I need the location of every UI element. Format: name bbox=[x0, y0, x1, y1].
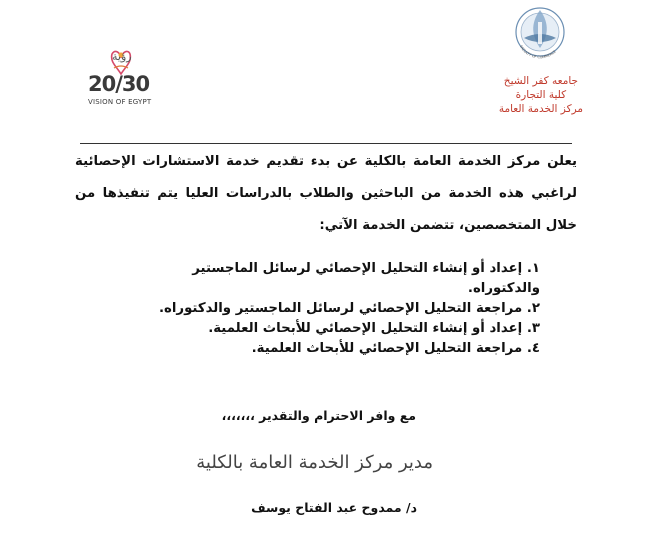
center-name: مركز الخدمة العامة bbox=[498, 103, 583, 115]
vision-english: VISION OF EGYPT bbox=[88, 98, 152, 106]
services-list bbox=[120, 259, 540, 359]
announcement-paragraph: يعلن مركز الخدمة العامة بالكلية عن بدء تقديم خدمة الاستشارات الإحصائية لراغبي هذه الخدمة من الباحثين والطلاب بالدراسات العليا يتم تنفيذها من خلال المتخصصين، تتضمن الخدمة الآتي: bbox=[75, 154, 577, 233]
list-item: ٢. مراجعة التحليل الإحصائي لرسائل الماجستير والدكتوراه. bbox=[158, 301, 540, 316]
header-divider bbox=[80, 143, 572, 144]
list-item: ٤. مراجعة التحليل الإحصائي للأبحاث العلمية. bbox=[251, 341, 540, 356]
vision-arabic: رؤية bbox=[112, 50, 132, 63]
vision-number: 20/30 bbox=[88, 72, 150, 96]
university-name: جامعه كفر الشيخ bbox=[503, 75, 579, 87]
logo-caption: FACULTY OF COMMERCE bbox=[518, 44, 557, 60]
faculty-logo bbox=[508, 2, 570, 62]
director-title: مدير مركز الخدمة العامة بالكلية bbox=[196, 452, 433, 473]
vision-2030-logo bbox=[88, 44, 158, 110]
director-name: د/ ممدوح عبد الفتاح يوسف bbox=[251, 500, 417, 515]
closing-line: مع وافر الاحترام والتقدير ،،،،،،، bbox=[221, 408, 416, 423]
list-item: ١. إعداد أو إنشاء التحليل الإحصائي لرسائل الماجستير والدكتوراه. bbox=[192, 261, 540, 296]
faculty-name: كلية التجارة bbox=[515, 89, 567, 101]
faculty-info bbox=[499, 74, 583, 116]
list-item: ٣. إعداد أو إنشاء التحليل الإحصائي للأبحاث العلمية. bbox=[208, 321, 540, 336]
